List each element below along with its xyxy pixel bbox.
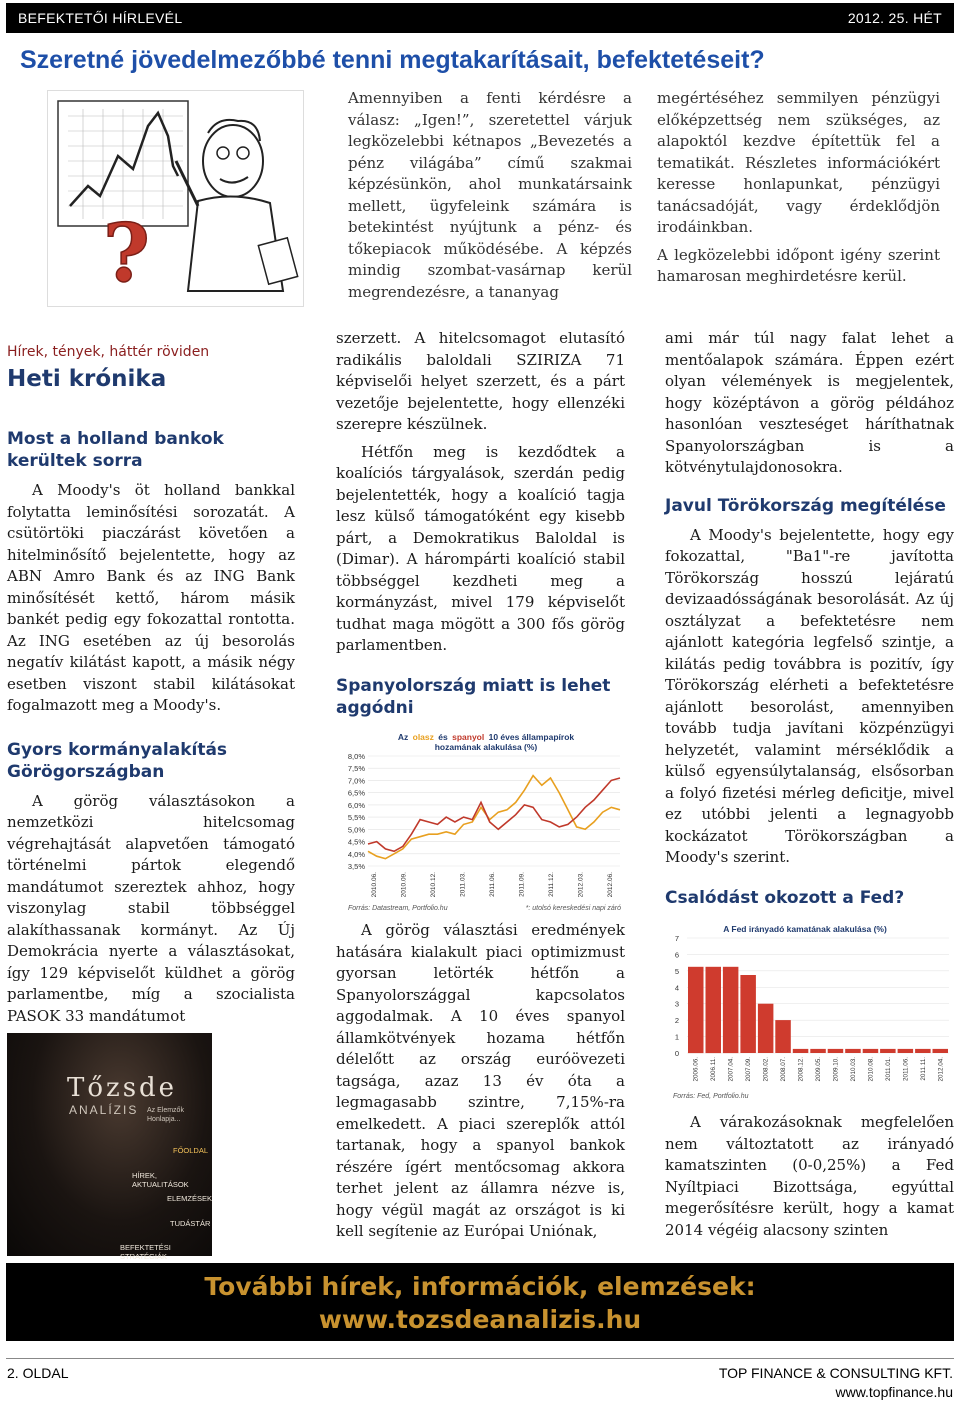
main-headline: Szeretné jövedelmezőbbé tenni megtakarításait, befektetéseit?	[20, 46, 765, 74]
chart1-xtick: 2010.09.	[400, 872, 408, 898]
chart2-bar	[828, 1049, 844, 1053]
ad-tagline: Az Elemzők Honlapja...	[147, 1107, 184, 1123]
article-title-greek-government: Gyors kormányalakítás Görögországban	[7, 739, 228, 782]
chart1-xtick: 2012.03.	[577, 872, 585, 898]
tozsdeanalizis-ad[interactable]	[7, 1033, 213, 1261]
publisher-url[interactable]: www.topfinance.hu	[835, 1384, 953, 1400]
chart1-xtick: 2011.03.	[459, 872, 467, 897]
chart1-ytick: 7,0%	[347, 776, 365, 786]
ad-logo: Tőzsde	[67, 1073, 178, 1103]
chart2-bar	[915, 1049, 931, 1053]
chart2-ytick: 5	[674, 966, 679, 976]
chart1-ytick: 3,5%	[347, 862, 365, 871]
article-body: A görög választási eredmények hatására kialakult piaci optimizmust gyorsan letörték hétfőn a Spanyolországgal kapcsolatos aggodalmak. A 10 éves spanyol államkötvények hozama hétfőn délelőtt az ország euróövezeti tagsága, azaz 13 év óta a legmagasabb szintre, 7,15%-ra emelkedett. A piaci szereplők attól tartanak, hogy a spanyol bankok részére ígért mentőcsomag akkora terhet jelent az államra nézve is, hogy végül magát az országot is ki kell segítenie az Európai Uniónak,	[336, 921, 625, 1240]
chart2-bar	[863, 1049, 879, 1053]
chart2-xtick: 2011.06.	[902, 1057, 910, 1082]
newsletter-issue: 2012. 25. HÉT	[847, 10, 942, 26]
news-column-3	[665, 328, 954, 917]
chart1-title-and: és	[438, 732, 448, 742]
chart2-xtick: 2010.08.	[867, 1057, 875, 1082]
chart1-ytick: 5,5%	[347, 813, 365, 823]
chart2-bar	[775, 1020, 791, 1053]
chart2-bar	[706, 967, 722, 1053]
intro-paragraph: Amennyiben a fenti kérdésre a válasz: „Igen!”, szeretettel várjuk legközelebbi kétnapos „Bevezetés a pénz világába” című szakmai képzésünkön, ahol munkatársaink mellett, ügyfeleink számára is betekintést nyújtunk a pénz- és tőkepiacok működésébe. A képzés mindig szombat-vasárnap kerül megrendezésre, a tananyag	[348, 89, 632, 301]
ad-logo-sub: ANALÍZIS	[69, 1103, 139, 1117]
chart1-xtick: 2011.09.	[518, 872, 526, 897]
section-title: Heti krónika	[7, 366, 167, 392]
fed-rate-chart-svg	[665, 920, 954, 1103]
chart2-ytick: 4	[674, 983, 679, 993]
chart1-source: Forrás: Datastream, Portfolio.hu	[348, 905, 448, 912]
chart2-xtick: 2006.06.	[692, 1057, 700, 1082]
intro-paragraph: megértéséhez semmilyen pénzügyi előképzettség nem szükséges, az alapoktól kezdve építettük fel a tematikát. Részletes információkért keresse honlapunkat, pénzügyi tanácsadóját, vagy érdeklődjön irodáinkban.	[657, 89, 940, 236]
chart2-ytick: 7	[674, 934, 679, 943]
chart1-xtick: 2010.12.	[430, 872, 437, 898]
chart2-bar	[845, 1049, 861, 1053]
bond-yield-chart-svg	[336, 728, 626, 915]
chart1-xtick: 2011.06.	[489, 872, 496, 897]
chart1-xtick: 2010.06.	[371, 872, 378, 898]
chart1-title-spain: spanyol	[452, 732, 485, 742]
ad-menu-item: FŐOLDAL	[173, 1146, 209, 1155]
chart2-xtick: 2009.10.	[832, 1057, 840, 1082]
chart2-ytick: 6	[674, 950, 679, 960]
banner-link[interactable]: www.tozsdeanalizis.hu	[318, 1305, 642, 1334]
chart2-bar	[758, 1004, 774, 1053]
chart1-xtick: 2011.12.	[548, 872, 555, 897]
chart1-series-spanyol	[368, 778, 620, 851]
article-title-dutch-banks: Most a holland bankok kerültek sorra	[7, 429, 224, 471]
chart2-bar	[723, 967, 739, 1053]
chart1-title-prefix: Az	[397, 732, 409, 742]
chart2-bar	[688, 967, 704, 1053]
ad-menu-item: HÍREK, AKTUALITÁSOK	[132, 1171, 189, 1189]
chart2-xtick: 2008.12.	[797, 1057, 805, 1082]
fed-rate-chart	[665, 920, 954, 1103]
news-column-2	[336, 328, 625, 727]
article-title-fed: Csalódást okozott a Fed?	[665, 887, 905, 908]
chart1-ytick: 5,0%	[347, 825, 365, 835]
chart2-source: Forrás: Fed, Portfolio.hu	[673, 1093, 749, 1100]
svg-text:Az olasz és	[398, 732, 575, 742]
article-body: A görög választásokon a nemzetközi hitelcsomag végrehajtását alapvetően támogató történelmi pártok elegendő mandátumot szereztek ahhoz, hogy viszonylag stabil többséggel alakíthassanak kormányt. Az Új Demokrácia nyerte a választásokat, így 129 képviselőt küldhet a görög parlamentbe, míg a szocialista PASOK 33 mandátumot	[7, 791, 295, 1025]
chart2-xtick: 2010.03.	[849, 1057, 857, 1082]
chart2-bar	[793, 1049, 809, 1053]
article-title-spain: Spanyolország miatt is lehet aggódni	[336, 675, 611, 718]
page-number: 2. OLDAL	[7, 1365, 69, 1381]
ad-menu-item: ELEMZÉSEK	[167, 1194, 213, 1203]
intro-column-1	[348, 88, 632, 309]
article-body: A Moody's öt holland bankkal folytatta leminősítési sorozatát. A csütörtöki piaczárást követően a hitelminősítő bejelentette, hogy az ABN Amro Bank és az ING Bank minősítését kettő, három másik bankét pedig egy fokozattal rontotta. Az ING esetében az új besorolás negatív kilátást kapott, a másik négy esetben viszont stabil kilátásokat fogalmazott meg a Moody's.	[7, 481, 295, 714]
ad-menu-item: BEFEKTETÉSI STRATÉGIÁK	[120, 1243, 171, 1261]
news-column-2-lower	[336, 920, 625, 1249]
news-column-3-lower	[665, 1112, 954, 1247]
chart2-bar	[898, 1049, 914, 1053]
article-body: szerzett. A hitelcsomagot elutasító radikális baloldali SZIRIZA 71 képviselői helyet szerzett, és a párt vezetője bejelentette, hogy ellenzéki szerepre készülnek.	[336, 329, 625, 433]
chart1-title-italy: olasz	[412, 732, 434, 742]
promo-banner[interactable]	[6, 1263, 954, 1341]
chart1-ytick: 7,5%	[347, 764, 365, 774]
article-body: Hétfőn meg is kezdődtek a koalíciós tárgyalások, szerdán pedig bejelentették, hogy a koalíció tagja lesz külső támogatóként egy kisebb párt, a Demokratikus Baloldal is (Dimar). A hárompárti koalíció stabil többséggel kezdheti meg a kormányzást, mivel 179 képviselőt tudhat maga mögött a 300 fős görög parlamentben.	[336, 442, 625, 654]
chart2-ytick: 3	[674, 999, 679, 1009]
chart2-xtick: 2007.09.	[745, 1057, 753, 1082]
chart2-ytick: 2	[674, 1016, 679, 1026]
chart2-ytick: 0	[674, 1049, 679, 1058]
chart2-xtick: 2008.02.	[762, 1057, 770, 1082]
chart2-xtick: 2009.05.	[815, 1057, 822, 1082]
svg-text:?: ?	[103, 206, 150, 300]
newsletter-title: BEFEKTETŐI HÍRLEVÉL	[18, 10, 183, 26]
chart1-xtick: 2012.06.	[607, 872, 614, 898]
chart2-ytick: 1	[674, 1032, 679, 1042]
chart2-bar	[810, 1049, 826, 1053]
investor-cartoon-icon	[48, 91, 303, 306]
chart2-xtick: 2011.11.	[919, 1057, 927, 1081]
chart1-note: *: utolsó kereskedési napi záró	[525, 905, 621, 912]
chart2-xtick: 2012.04.	[937, 1057, 945, 1082]
article-title-turkey: Javul Törökország megítélése	[665, 495, 946, 516]
chart2-bar	[933, 1049, 949, 1053]
chart2-xtick: 2008.07.	[780, 1057, 788, 1082]
section-kicker: Hírek, tények, háttér röviden	[7, 344, 210, 360]
chart1-ytick: 8,0%	[347, 752, 365, 761]
chart2-title: A Fed irányadó kamatának alakulása (%)	[723, 924, 887, 934]
publisher-name: TOP FINANCE & CONSULTING KFT.	[718, 1365, 953, 1381]
chart2-xtick: 2011.01.	[884, 1057, 892, 1082]
chart2-bar	[880, 1049, 896, 1053]
chart1-ytick: 6,0%	[347, 800, 365, 810]
chart2-bar	[740, 975, 756, 1053]
cartoon-illustration	[47, 90, 304, 307]
bond-yield-chart	[336, 728, 626, 915]
chart1-ytick: 4,5%	[347, 837, 365, 847]
intro-paragraph: A legközelebbi időpont igény szerint hamarosan meghirdetésre kerül.	[657, 245, 940, 285]
news-column-1	[7, 418, 295, 1033]
footer-divider	[6, 1358, 954, 1359]
ad-menu-item: TUDÁSTÁR	[170, 1219, 211, 1228]
chart2-xtick: 2006.11.	[710, 1057, 718, 1082]
chart2-xtick: 2007.04.	[727, 1057, 735, 1082]
article-body: A várakozásoknak megfelelően nem változtatott az irányadó kamatszinten (0-0,25%) a Fed Nyíltpiaci Bizottsága, egyúttal megerősítésre került, hogy a kamat 2014 végéig alacsony szinten	[665, 1113, 954, 1239]
chart1-ytick: 4,0%	[347, 849, 365, 859]
chart1-title-line2: hozamának alakulása (%)	[434, 742, 538, 752]
article-body: A Moody's bejelentette, hogy egy fokozattal, "Ba1"-re javította Törökország hosszú lejáratú devizaadósságának besorolását. Az új osztályzat a befektetésre nem ajánlott kategória legfelső szintje, a kilátás pedig továbbra is pozitív, így Törökország elérheti a befektetésre ajánlott besorolást, amennyiben tovább tudja javítani közpénzügyi helyzetét, valamint mérséklődik a külső egyensúlytalanság, elsősorban a folyó fizetési mérleg deficitje, mivel ez utóbbi jelenti a legnagyobb kockázatot Törökországban a Moody's szerint.	[665, 525, 954, 866]
chart1-title-suffix: 10 éves állampapírok	[488, 732, 575, 742]
intro-column-2	[657, 88, 940, 294]
chart1-ytick: 6,5%	[347, 788, 365, 798]
newsletter-header-bar	[6, 3, 954, 33]
banner-line-1: További hírek, információk, elemzések:	[204, 1272, 756, 1301]
article-body: ami már túl nagy falat lehet a mentőalapok számára. Éppen ezért olyan vélemények is megjelentek, hogy középtávon a görög példához hasonlóan veszteséget háríthatnak Spanyolországban is a kötvénytulajdonosokra.	[665, 329, 954, 476]
